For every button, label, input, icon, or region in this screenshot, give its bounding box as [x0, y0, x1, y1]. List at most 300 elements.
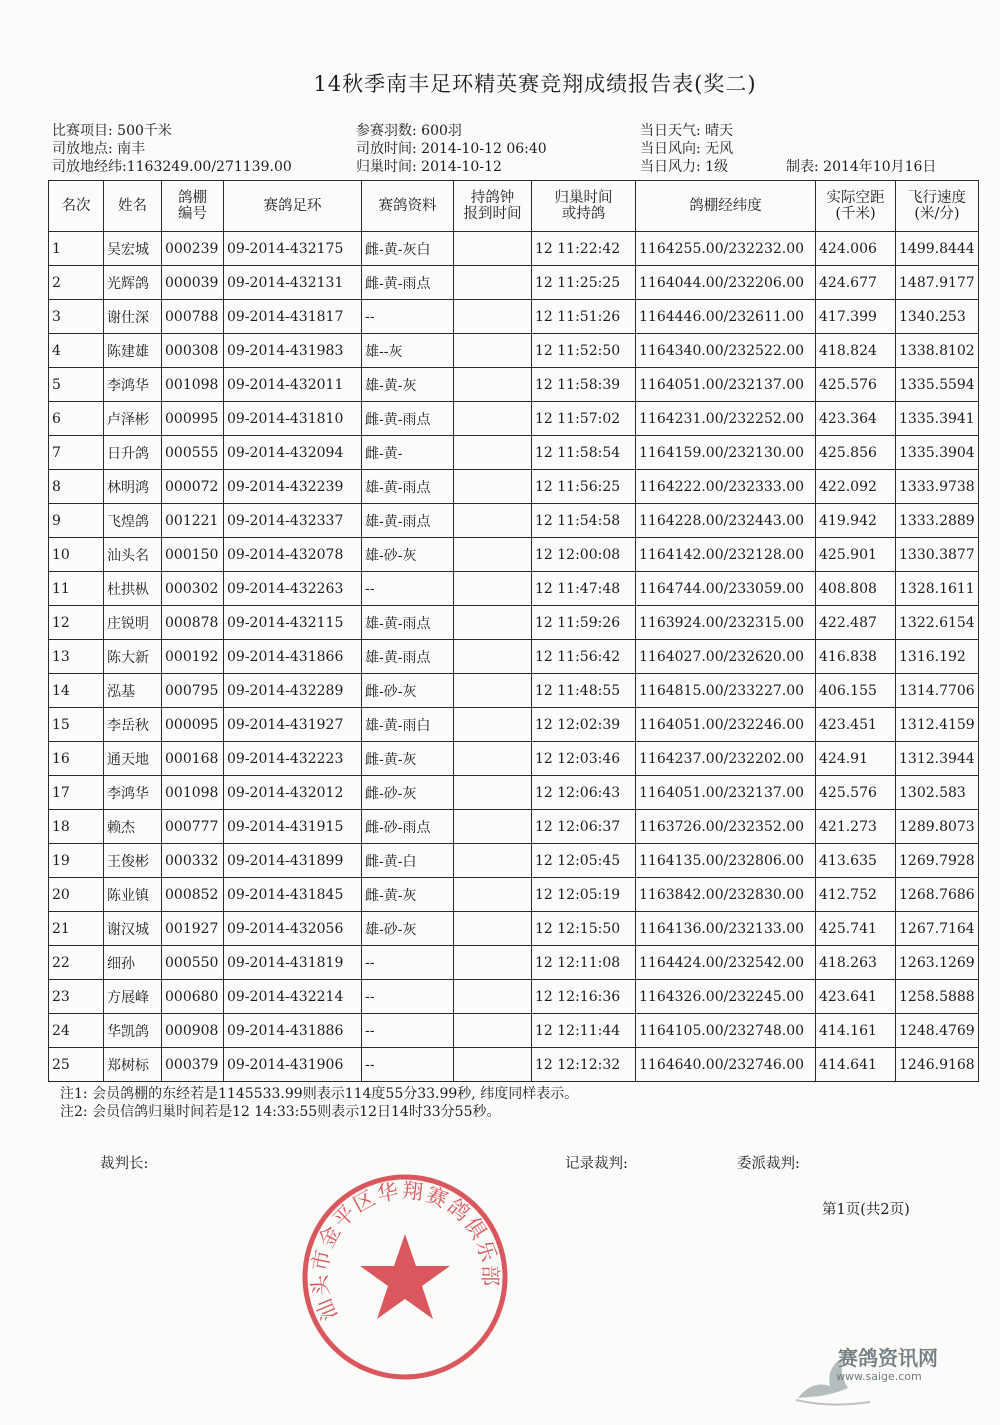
clock-time-cell [454, 232, 532, 266]
speed-cell: 1268.7686 [896, 878, 979, 912]
column-header: 名次 [49, 181, 104, 232]
table-row [49, 1048, 979, 1082]
made-on-date: 制表: 2014年10月16日 [786, 159, 937, 175]
speed-cell: 1335.3904 [896, 436, 979, 470]
table-row [49, 878, 979, 912]
pigeon-info-cell: 雄--灰 [362, 334, 454, 368]
loft-coords-cell: 1164340.00/232522.00 [636, 334, 816, 368]
loft-coords-cell: 1164051.00/232137.00 [636, 368, 816, 402]
seal-star-icon [360, 1234, 450, 1319]
pigeon-info-cell: 雌-黄-灰 [362, 742, 454, 776]
arrival-time-cell: 12 12:03:46 [532, 742, 636, 776]
arrival-time-cell: 12 11:58:54 [532, 436, 636, 470]
clock-time-cell [454, 402, 532, 436]
name-cell: 李岳秋 [104, 708, 162, 742]
pigeon-info-cell: 雌-砂-雨点 [362, 810, 454, 844]
loft-coords-cell: 1164815.00/233227.00 [636, 674, 816, 708]
loft-coords-cell: 1164424.00/232542.00 [636, 946, 816, 980]
table-body [49, 232, 979, 1082]
pigeon-info-cell: 雄-黄-雨点 [362, 606, 454, 640]
ring-cell: 09-2014-432012 [224, 776, 362, 810]
speed-cell: 1312.3944 [896, 742, 979, 776]
rank-cell: 9 [49, 504, 104, 538]
pigeon-info-cell: -- [362, 980, 454, 1014]
rank-cell: 20 [49, 878, 104, 912]
column-header: 实际空距 (千米) [816, 181, 896, 232]
loft-coords-cell: 1164105.00/232748.00 [636, 1014, 816, 1048]
return-time: 归巢时间: 2014-10-12 [356, 159, 502, 175]
loft-coords-cell: 1164326.00/232245.00 [636, 980, 816, 1014]
distance-cell: 408.808 [816, 572, 896, 606]
clock-time-cell [454, 300, 532, 334]
table-row [49, 334, 979, 368]
loft-id-cell: 000795 [162, 674, 224, 708]
column-header: 赛鸽足环 [224, 181, 362, 232]
table-row [49, 844, 979, 878]
loft-id-cell: 000379 [162, 1048, 224, 1082]
ring-cell: 09-2014-432337 [224, 504, 362, 538]
table-row [49, 368, 979, 402]
table-row [49, 742, 979, 776]
arrival-time-cell: 12 11:54:58 [532, 504, 636, 538]
wind-direction: 当日风向: 无风 [640, 141, 734, 157]
loft-coords-cell: 1164446.00/232611.00 [636, 300, 816, 334]
arrival-time-cell: 12 12:02:39 [532, 708, 636, 742]
rank-cell: 11 [49, 572, 104, 606]
speed-cell: 1269.7928 [896, 844, 979, 878]
ring-cell: 09-2014-431819 [224, 946, 362, 980]
loft-id-cell: 000168 [162, 742, 224, 776]
ring-cell: 09-2014-431866 [224, 640, 362, 674]
name-cell: 谢仕深 [104, 300, 162, 334]
rank-cell: 24 [49, 1014, 104, 1048]
name-cell: 杜拱枞 [104, 572, 162, 606]
name-cell: 陈建雄 [104, 334, 162, 368]
chief-judge-label: 裁判长: [100, 1156, 149, 1172]
clock-time-cell [454, 368, 532, 402]
clock-time-cell [454, 912, 532, 946]
speed-cell: 1338.8102 [896, 334, 979, 368]
table-row [49, 232, 979, 266]
clock-time-cell [454, 708, 532, 742]
loft-id-cell: 000072 [162, 470, 224, 504]
loft-id-cell: 000308 [162, 334, 224, 368]
name-cell: 飞煌鸽 [104, 504, 162, 538]
column-header: 飞行速度 (米/分) [896, 181, 979, 232]
rank-cell: 19 [49, 844, 104, 878]
table-header-row [49, 181, 979, 232]
pigeon-info-cell: -- [362, 572, 454, 606]
ring-cell: 09-2014-431927 [224, 708, 362, 742]
rank-cell: 13 [49, 640, 104, 674]
speed-cell: 1499.8444 [896, 232, 979, 266]
pigeon-info-cell: -- [362, 1014, 454, 1048]
distance-cell: 424.006 [816, 232, 896, 266]
loft-coords-cell: 1164027.00/232620.00 [636, 640, 816, 674]
distance-cell: 414.161 [816, 1014, 896, 1048]
clock-time-cell [454, 946, 532, 980]
distance-cell: 424.91 [816, 742, 896, 776]
pigeon-info-cell: 雌-黄-灰 [362, 878, 454, 912]
name-cell: 王俊彬 [104, 844, 162, 878]
speed-cell: 1333.2889 [896, 504, 979, 538]
column-header: 鸽棚 编号 [162, 181, 224, 232]
distance-cell: 421.273 [816, 810, 896, 844]
loft-id-cell: 000192 [162, 640, 224, 674]
ring-cell: 09-2014-431915 [224, 810, 362, 844]
ring-cell: 09-2014-432011 [224, 368, 362, 402]
loft-coords-cell: 1164135.00/232806.00 [636, 844, 816, 878]
ring-cell: 09-2014-432214 [224, 980, 362, 1014]
loft-id-cell: 000302 [162, 572, 224, 606]
arrival-time-cell: 12 11:25:25 [532, 266, 636, 300]
table-row [49, 640, 979, 674]
ring-cell: 09-2014-431983 [224, 334, 362, 368]
distance-cell: 414.641 [816, 1048, 896, 1082]
loft-id-cell: 001221 [162, 504, 224, 538]
table-row [49, 1014, 979, 1048]
column-header: 归巢时间 或持鸽 [532, 181, 636, 232]
name-cell: 林明鸿 [104, 470, 162, 504]
rank-cell: 10 [49, 538, 104, 572]
table-row [49, 572, 979, 606]
club-seal-stamp [300, 1172, 510, 1382]
distance-cell: 423.641 [816, 980, 896, 1014]
rank-cell: 3 [49, 300, 104, 334]
arrival-time-cell: 12 12:11:08 [532, 946, 636, 980]
ring-cell: 09-2014-432175 [224, 232, 362, 266]
loft-coords-cell: 1164744.00/233059.00 [636, 572, 816, 606]
loft-coords-cell: 1164159.00/232130.00 [636, 436, 816, 470]
rank-cell: 22 [49, 946, 104, 980]
name-cell: 细孙 [104, 946, 162, 980]
name-cell: 陈大新 [104, 640, 162, 674]
note-2: 注2: 会员信鸽归巢时间若是12 14:33:55则表示12日14时33分55秒。 [60, 1104, 501, 1120]
speed-cell: 1314.7706 [896, 674, 979, 708]
rank-cell: 4 [49, 334, 104, 368]
speed-cell: 1316.192 [896, 640, 979, 674]
clock-time-cell [454, 504, 532, 538]
rank-cell: 12 [49, 606, 104, 640]
speed-cell: 1246.9168 [896, 1048, 979, 1082]
rank-cell: 23 [49, 980, 104, 1014]
clock-time-cell [454, 640, 532, 674]
distance-cell: 423.451 [816, 708, 896, 742]
arrival-time-cell: 12 12:15:50 [532, 912, 636, 946]
pigeon-info-cell: 雌-黄-雨点 [362, 266, 454, 300]
ring-cell: 09-2014-432223 [224, 742, 362, 776]
distance-cell: 418.824 [816, 334, 896, 368]
clock-time-cell [454, 334, 532, 368]
distance-cell: 422.092 [816, 470, 896, 504]
loft-coords-cell: 1164255.00/232232.00 [636, 232, 816, 266]
speed-cell: 1258.5888 [896, 980, 979, 1014]
name-cell: 郑树标 [104, 1048, 162, 1082]
loft-id-cell: 001098 [162, 776, 224, 810]
ring-cell: 09-2014-432289 [224, 674, 362, 708]
name-cell: 赖杰 [104, 810, 162, 844]
table-row [49, 538, 979, 572]
loft-id-cell: 000555 [162, 436, 224, 470]
pigeon-info-cell: -- [362, 946, 454, 980]
loft-id-cell: 000332 [162, 844, 224, 878]
clock-time-cell [454, 980, 532, 1014]
watermark-url: www.saige.com [836, 1370, 922, 1383]
table-row [49, 402, 979, 436]
distance-cell: 425.576 [816, 368, 896, 402]
ring-cell: 09-2014-432131 [224, 266, 362, 300]
speed-cell: 1302.583 [896, 776, 979, 810]
arrival-time-cell: 12 11:58:39 [532, 368, 636, 402]
arrival-time-cell: 12 11:56:42 [532, 640, 636, 674]
ring-cell: 09-2014-431906 [224, 1048, 362, 1082]
distance-cell: 422.487 [816, 606, 896, 640]
table-row [49, 300, 979, 334]
table-row [49, 912, 979, 946]
distance-cell: 425.741 [816, 912, 896, 946]
arrival-time-cell: 12 12:05:19 [532, 878, 636, 912]
loft-id-cell: 000852 [162, 878, 224, 912]
entries-count: 参赛羽数: 600羽 [356, 123, 462, 139]
loft-coords-cell: 1164051.00/232137.00 [636, 776, 816, 810]
name-cell: 方展峰 [104, 980, 162, 1014]
ring-cell: 09-2014-431845 [224, 878, 362, 912]
release-place: 司放地点: 南丰 [52, 141, 146, 157]
release-coords: 司放地经纬:1163249.00/271139.00 [52, 159, 292, 175]
arrival-time-cell: 12 11:52:50 [532, 334, 636, 368]
arrival-time-cell: 12 11:48:55 [532, 674, 636, 708]
loft-id-cell: 000777 [162, 810, 224, 844]
table-row [49, 674, 979, 708]
pigeon-info-cell: 雄-黄-雨白 [362, 708, 454, 742]
arrival-time-cell: 12 12:06:37 [532, 810, 636, 844]
report-title: 14秋季南丰足环精英赛竞翔成绩报告表(奖二) [313, 72, 757, 96]
ring-cell: 09-2014-432239 [224, 470, 362, 504]
column-header: 赛鸽资料 [362, 181, 454, 232]
name-cell: 吴宏城 [104, 232, 162, 266]
loft-id-cell: 000039 [162, 266, 224, 300]
clock-time-cell [454, 266, 532, 300]
arrival-time-cell: 12 11:56:25 [532, 470, 636, 504]
distance-cell: 417.399 [816, 300, 896, 334]
rank-cell: 7 [49, 436, 104, 470]
column-header: 持鸽钟 报到时间 [454, 181, 532, 232]
loft-coords-cell: 1164136.00/232133.00 [636, 912, 816, 946]
arrival-time-cell: 12 11:59:26 [532, 606, 636, 640]
name-cell: 李鸿华 [104, 776, 162, 810]
speed-cell: 1267.7164 [896, 912, 979, 946]
record-judge-label: 记录裁判: [565, 1156, 628, 1172]
table-row [49, 606, 979, 640]
clock-time-cell [454, 470, 532, 504]
arrival-time-cell: 12 12:16:36 [532, 980, 636, 1014]
assigned-judge-label: 委派裁判: [737, 1156, 800, 1172]
rank-cell: 17 [49, 776, 104, 810]
pigeon-info-cell: 雌-黄-白 [362, 844, 454, 878]
pigeon-info-cell: -- [362, 1048, 454, 1082]
distance-cell: 423.364 [816, 402, 896, 436]
clock-time-cell [454, 742, 532, 776]
ring-cell: 09-2014-432094 [224, 436, 362, 470]
pigeon-info-cell: 雄-砂-灰 [362, 538, 454, 572]
distance-cell: 416.838 [816, 640, 896, 674]
note-1: 注1: 会员鸽棚的东经若是1145533.99则表示114度55分33.99秒, 纬度同样表示。 [60, 1086, 579, 1102]
name-cell: 日升鸽 [104, 436, 162, 470]
ring-cell: 09-2014-431817 [224, 300, 362, 334]
loft-coords-cell: 1164228.00/232443.00 [636, 504, 816, 538]
rank-cell: 21 [49, 912, 104, 946]
clock-time-cell [454, 1014, 532, 1048]
loft-coords-cell: 1164222.00/232333.00 [636, 470, 816, 504]
rank-cell: 1 [49, 232, 104, 266]
loft-coords-cell: 1163842.00/232830.00 [636, 878, 816, 912]
clock-time-cell [454, 878, 532, 912]
rank-cell: 8 [49, 470, 104, 504]
pigeon-info-cell: -- [362, 300, 454, 334]
weather: 当日天气: 晴天 [640, 123, 734, 139]
name-cell: 汕头名 [104, 538, 162, 572]
rank-cell: 14 [49, 674, 104, 708]
rank-cell: 2 [49, 266, 104, 300]
ring-cell: 09-2014-432115 [224, 606, 362, 640]
speed-cell: 1340.253 [896, 300, 979, 334]
table-row [49, 776, 979, 810]
table-row [49, 946, 979, 980]
table-row [49, 980, 979, 1014]
name-cell: 光辉鸽 [104, 266, 162, 300]
pigeon-info-cell: 雌-黄-灰白 [362, 232, 454, 266]
distance-cell: 424.677 [816, 266, 896, 300]
distance-cell: 425.901 [816, 538, 896, 572]
table-row [49, 470, 979, 504]
rank-cell: 18 [49, 810, 104, 844]
column-header: 鸽棚经纬度 [636, 181, 816, 232]
speed-cell: 1248.4769 [896, 1014, 979, 1048]
loft-coords-cell: 1164051.00/232246.00 [636, 708, 816, 742]
loft-id-cell: 000878 [162, 606, 224, 640]
speed-cell: 1487.9177 [896, 266, 979, 300]
arrival-time-cell: 12 12:06:43 [532, 776, 636, 810]
clock-time-cell [454, 810, 532, 844]
svg-text:汕头市金平区华翔赛鸽俱乐部: 汕头市金平区华翔赛鸽俱乐部 [307, 1178, 503, 1325]
column-header: 姓名 [104, 181, 162, 232]
table-row [49, 266, 979, 300]
clock-time-cell [454, 538, 532, 572]
arrival-time-cell: 12 12:11:44 [532, 1014, 636, 1048]
rank-cell: 15 [49, 708, 104, 742]
table-row [49, 708, 979, 742]
loft-coords-cell: 1164231.00/232252.00 [636, 402, 816, 436]
loft-id-cell: 001098 [162, 368, 224, 402]
pigeon-info-cell: 雄-砂-灰 [362, 912, 454, 946]
distance-cell: 412.752 [816, 878, 896, 912]
wind-force: 当日风力: 1级 [640, 159, 729, 175]
page-number: 第1页(共2页) [822, 1202, 910, 1218]
loft-coords-cell: 1164237.00/232202.00 [636, 742, 816, 776]
name-cell: 通天地 [104, 742, 162, 776]
speed-cell: 1312.4159 [896, 708, 979, 742]
pigeon-info-cell: 雄-黄-灰 [362, 368, 454, 402]
arrival-time-cell: 12 12:12:32 [532, 1048, 636, 1082]
race-item: 比赛项目: 500千米 [52, 123, 172, 139]
clock-time-cell [454, 844, 532, 878]
name-cell: 华凯鸽 [104, 1014, 162, 1048]
name-cell: 泓基 [104, 674, 162, 708]
arrival-time-cell: 12 11:51:26 [532, 300, 636, 334]
rank-cell: 16 [49, 742, 104, 776]
pigeon-info-cell: 雌-黄- [362, 436, 454, 470]
loft-coords-cell: 1164640.00/232746.00 [636, 1048, 816, 1082]
speed-cell: 1333.9738 [896, 470, 979, 504]
distance-cell: 413.635 [816, 844, 896, 878]
arrival-time-cell: 12 11:47:48 [532, 572, 636, 606]
speed-cell: 1335.3941 [896, 402, 979, 436]
clock-time-cell [454, 572, 532, 606]
loft-id-cell: 000550 [162, 946, 224, 980]
pigeon-info-cell: 雄-黄-雨点 [362, 504, 454, 538]
ring-cell: 09-2014-432056 [224, 912, 362, 946]
speed-cell: 1263.1269 [896, 946, 979, 980]
arrival-time-cell: 12 11:22:42 [532, 232, 636, 266]
ring-cell: 09-2014-431899 [224, 844, 362, 878]
table-row [49, 810, 979, 844]
loft-coords-cell: 1164044.00/232206.00 [636, 266, 816, 300]
speed-cell: 1330.3877 [896, 538, 979, 572]
speed-cell: 1335.5594 [896, 368, 979, 402]
name-cell: 陈业镇 [104, 878, 162, 912]
loft-id-cell: 000788 [162, 300, 224, 334]
loft-id-cell: 000995 [162, 402, 224, 436]
name-cell: 谢汉城 [104, 912, 162, 946]
name-cell: 庄锐明 [104, 606, 162, 640]
watermark-name: 赛鸽资讯网 [838, 1346, 938, 1370]
table-row [49, 436, 979, 470]
ring-cell: 09-2014-431810 [224, 402, 362, 436]
distance-cell: 425.856 [816, 436, 896, 470]
name-cell: 李鸿华 [104, 368, 162, 402]
speed-cell: 1322.6154 [896, 606, 979, 640]
clock-time-cell [454, 776, 532, 810]
loft-id-cell: 000095 [162, 708, 224, 742]
pigeon-info-cell: 雌-黄-雨点 [362, 402, 454, 436]
arrival-time-cell: 12 12:00:08 [532, 538, 636, 572]
ring-cell: 09-2014-431886 [224, 1014, 362, 1048]
distance-cell: 406.155 [816, 674, 896, 708]
loft-id-cell: 001927 [162, 912, 224, 946]
clock-time-cell [454, 674, 532, 708]
distance-cell: 419.942 [816, 504, 896, 538]
results-table [48, 180, 979, 1082]
distance-cell: 425.576 [816, 776, 896, 810]
loft-id-cell: 000680 [162, 980, 224, 1014]
arrival-time-cell: 12 12:05:45 [532, 844, 636, 878]
distance-cell: 418.263 [816, 946, 896, 980]
rank-cell: 5 [49, 368, 104, 402]
loft-id-cell: 000908 [162, 1014, 224, 1048]
clock-time-cell [454, 436, 532, 470]
speed-cell: 1328.1611 [896, 572, 979, 606]
arrival-time-cell: 12 11:57:02 [532, 402, 636, 436]
rank-cell: 6 [49, 402, 104, 436]
loft-coords-cell: 1163726.00/232352.00 [636, 810, 816, 844]
loft-coords-cell: 1163924.00/232315.00 [636, 606, 816, 640]
loft-id-cell: 000150 [162, 538, 224, 572]
clock-time-cell [454, 606, 532, 640]
pigeon-info-cell: 雌-砂-灰 [362, 776, 454, 810]
table-row [49, 504, 979, 538]
pigeon-info-cell: 雌-砂-灰 [362, 674, 454, 708]
release-time: 司放时间: 2014-10-12 06:40 [356, 141, 547, 157]
